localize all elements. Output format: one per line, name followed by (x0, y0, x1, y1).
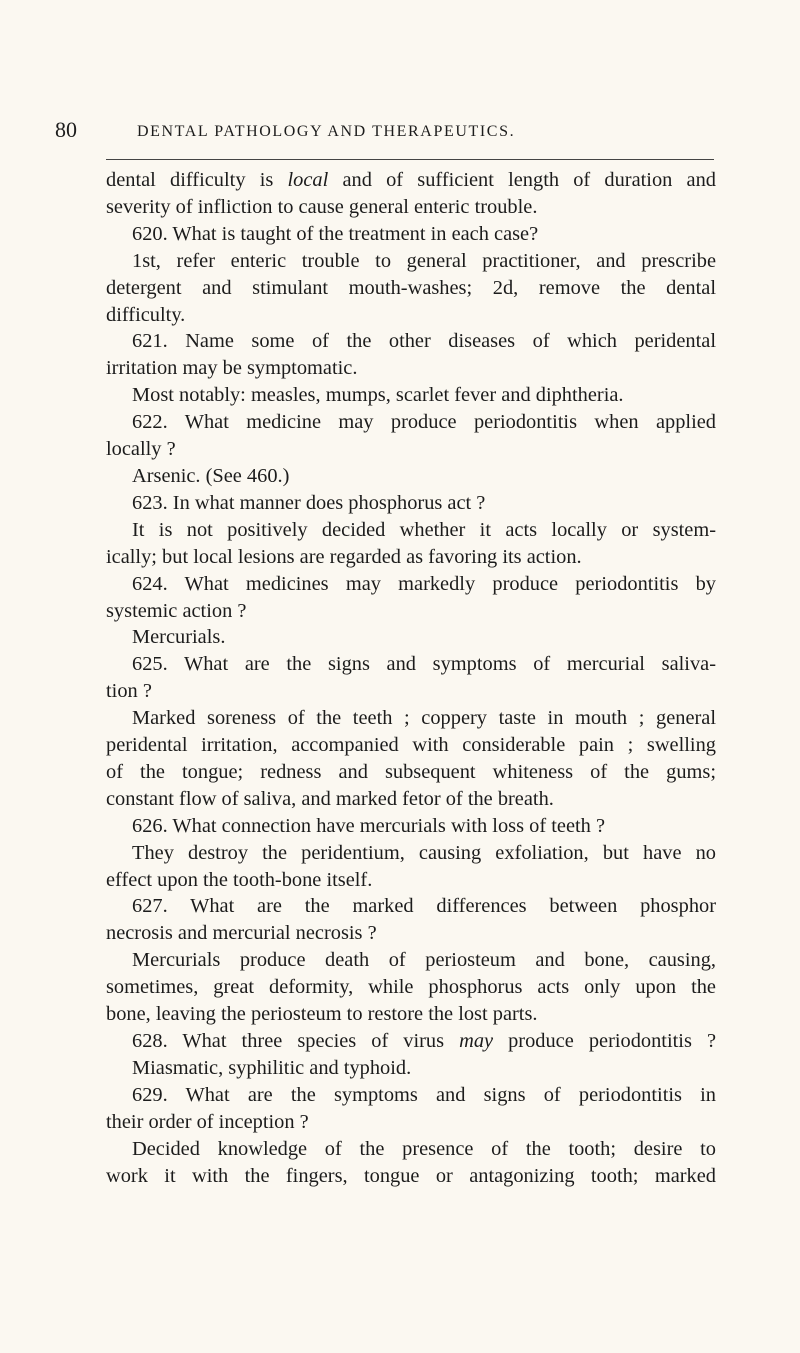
text-line: irritation may be symptomatic. (106, 357, 358, 380)
question-line: 622. What medicine may produce periodontitis when applied (132, 411, 716, 434)
text-line: of the tongue; redness and subsequent whiteness of the gums; (106, 760, 716, 783)
text-line: locally ? (106, 438, 176, 461)
question-line: 620. What is taught of the treatment in each case? (132, 222, 539, 245)
text-line: sometimes, great deformity, while phosphorus acts only upon the (106, 976, 716, 999)
text-line: constant flow of saliva, and marked fetor of the breath. (106, 787, 554, 810)
answer-line: 1st, refer enteric trouble to general practitioner, and prescribe (132, 249, 716, 272)
answer-line: Arsenic. (See 460.) (132, 464, 290, 487)
question-line: 621. Name some of the other diseases of which peridental (132, 330, 716, 353)
question-line: 626. What connection have mercurials with loss of teeth ? (132, 814, 605, 837)
body-text (106, 167, 716, 1189)
question-line: 627. What are the marked differences between phosphor (132, 895, 716, 918)
text-line: their order of inception ? (106, 1110, 309, 1133)
text-line: effect upon the tooth-bone itself. (106, 868, 373, 891)
text-line: detergent and stimulant mouth-washes; 2d, remove the dental (106, 276, 716, 299)
answer-line: Marked soreness of the teeth ; coppery taste in mouth ; general (132, 707, 716, 730)
answer-line: Decided knowledge of the presence of the tooth; desire to (132, 1137, 716, 1160)
text-line: ically; but local lesions are regarded as favoring its action. (106, 545, 582, 568)
text-line: work it with the fingers, tongue or antagonizing tooth; marked (106, 1164, 716, 1187)
answer-line: It is not positively decided whether it acts locally or system- (132, 518, 716, 541)
text-line: difficulty. (106, 303, 186, 326)
text-line: necrosis and mercurial necrosis ? (106, 922, 377, 945)
answer-line: Miasmatic, syphilitic and typhoid. (132, 1056, 412, 1079)
running-head: DENTAL PATHOLOGY AND THERAPEUTICS. (137, 123, 516, 140)
question-line: 629. What are the symptoms and signs of periodontitis in (132, 1083, 716, 1106)
answer-line: Most notably: measles, mumps, scarlet fever and diphtheria. (132, 384, 624, 407)
answer-line: Mercurials produce death of periosteum and bone, causing, (132, 949, 716, 972)
text-line: dental difficulty is local and of sufficient length of duration and (106, 169, 716, 191)
text-line: bone, leaving the periosteum to restore the lost parts. (106, 1003, 538, 1026)
text-line: systemic action ? (106, 599, 247, 622)
question-line: 624. What medicines may markedly produce periodontitis by (132, 572, 716, 595)
text-line: tion ? (106, 680, 152, 703)
answer-line: Mercurials. (132, 626, 226, 649)
header-rule (106, 159, 714, 160)
page-header (55, 117, 715, 143)
question-line: 625. What are the signs and symptoms of mercurial saliva- (132, 653, 716, 676)
text-line: severity of infliction to cause general enteric trouble. (106, 195, 538, 218)
question-line: 628. What three species of virus may produce periodontitis ? (132, 1030, 716, 1052)
page-number: 80 (55, 117, 77, 142)
question-line: 623. In what manner does phosphorus act ? (132, 491, 486, 514)
text-line: peridental irritation, accompanied with considerable pain ; swelling (106, 734, 716, 757)
answer-line: They destroy the peridentium, causing exfoliation, but have no (132, 841, 716, 864)
